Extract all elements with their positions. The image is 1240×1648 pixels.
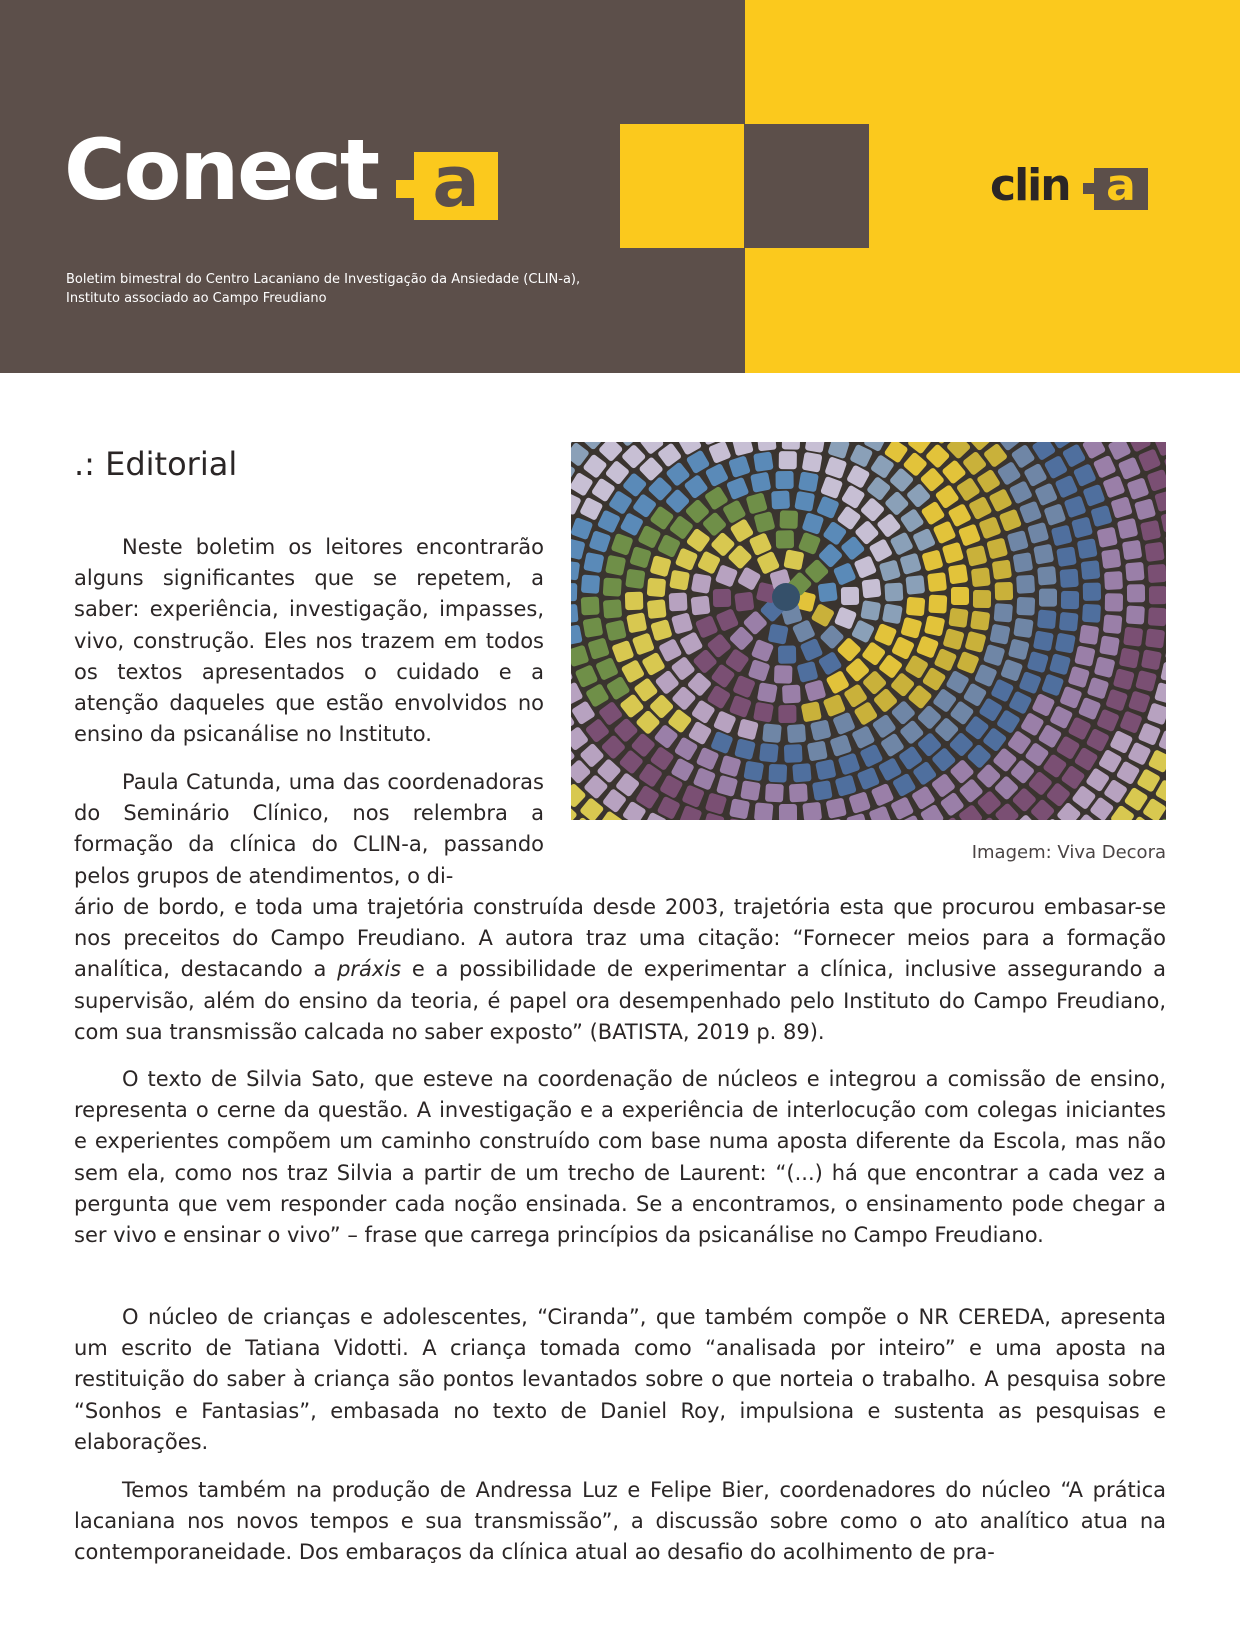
paragraph-5-text: Temos também na produção de Andressa Luz e Felipe Bier, coordenadores do núcleo “A prática lacaniana nos novos tempos e sua transmissão”, a discussão sobre como o ato analítico atua na contemporaneidade. Dos embaraços da clínica atual ao desafio do acolhimento de pra- — [74, 1478, 1166, 1565]
mosaic-tile — [1056, 546, 1077, 567]
mosaic-tile — [970, 610, 990, 630]
paragraph-2-text-a: Paula Catunda, uma das coordenadoras do Seminário Clínico, nos relembra a formação da clínica do CLIN-a, passando pelos grupos de atendimentos, o di- — [74, 770, 544, 888]
mosaic-tile — [753, 451, 773, 471]
mosaic-tile — [582, 617, 603, 638]
mosaic-tile — [669, 570, 690, 591]
mosaic-tile — [1117, 518, 1138, 539]
paragraph-2-start — [74, 767, 544, 892]
paragraph-2-part-b: ário de bordo, e toda uma trajetória construída desde 2003, trajetória esta que procurou embasar-se nos preceitos do Campo Freudiano. A autora traz uma citação: “Fornecer meios para a formação analítica, destacando a — [74, 895, 1166, 982]
mosaic-tile — [583, 552, 604, 573]
mosaic-tile — [1104, 571, 1123, 590]
mosaic-tile — [1037, 566, 1057, 586]
mosaic-tile — [815, 759, 836, 780]
mosaic-tile — [626, 612, 647, 633]
mosaic-tile — [860, 600, 881, 621]
mosaic-tile — [992, 560, 1012, 580]
mosaic-tile — [691, 573, 712, 594]
mosaic-tile — [882, 603, 903, 624]
mosaic-tile — [1097, 527, 1118, 548]
mosaic-tile — [971, 567, 991, 587]
mosaic-tile — [1083, 583, 1101, 601]
mosaic-spiral-image — [571, 442, 1166, 820]
mosaic-tile — [605, 555, 626, 576]
mosaic-tile — [1099, 635, 1120, 656]
mosaic-tile — [798, 471, 819, 492]
mosaic-tile — [743, 761, 764, 782]
mosaic-tile — [782, 685, 801, 704]
mosaic-tile — [783, 549, 804, 570]
mosaic-tile — [603, 599, 622, 618]
mosaic-tile — [792, 763, 811, 782]
mosaic-tile — [647, 578, 666, 597]
mosaic-tile — [768, 764, 787, 783]
mosaic-tile — [1013, 552, 1034, 573]
mosaic-tile — [1123, 627, 1143, 647]
mosaic-tile — [647, 599, 667, 619]
mosaic-tile — [802, 452, 823, 473]
mosaic-tile — [1105, 593, 1123, 611]
mosaic-tile — [774, 665, 793, 684]
mosaic-tile — [1147, 564, 1166, 583]
mosaic-tile — [1101, 549, 1121, 569]
paragraph-2-text-b — [74, 892, 1166, 1048]
mosaic-tile — [1059, 612, 1079, 632]
mosaic-tile — [1141, 649, 1162, 670]
mosaic-tile — [1145, 628, 1165, 648]
mosaic-tile — [734, 592, 754, 612]
mosaic-tile — [1074, 645, 1095, 666]
newsletter-logo-text: Conect — [64, 121, 379, 219]
mosaic-tile — [776, 530, 794, 548]
paragraph-1 — [74, 532, 544, 750]
mosaic-tile — [784, 744, 803, 763]
paragraph-3-text: O texto de Silvia Sato, que esteve na coordenação de núcleos e integrou a comissão de ensino, representa o cerne da questão. A investigação e a experiência de interlocução com colegas iniciantes e experientes compõem um caminho construído com base numa aposta diferente da Escola, mas não sem ela, como nos traz Silvia a partir de um trecho de Laurent: “(...) há que encontrar a cada vez a pergunta que vem responder cada noção ensinada. Se a encontramos, o ensinamento pode chegar a ser vivo e ensinar o vivo” – frase que carrega princípios da psicanálise no Campo Freudiano. — [74, 1067, 1166, 1248]
header-banner — [0, 0, 1240, 373]
mosaic-tile — [780, 510, 799, 529]
mosaic-tile — [1140, 520, 1161, 541]
brand-suffix-box — [1094, 160, 1148, 211]
mosaic-tile — [906, 597, 925, 616]
mosaic-tile — [924, 615, 945, 636]
mosaic-tile — [778, 645, 796, 663]
mosaic-tile — [1122, 540, 1142, 560]
mosaic-tile — [765, 783, 784, 802]
mosaic-tile — [713, 589, 731, 607]
paragraph-3 — [74, 1064, 1166, 1251]
mosaic-tile — [807, 741, 828, 762]
mosaic-tile — [841, 587, 859, 605]
mosaic-tile — [782, 442, 800, 450]
mosaic-tile — [802, 802, 822, 820]
mosaic-tile — [948, 564, 968, 584]
mosaic-tile — [826, 798, 847, 819]
mosaic-tile — [625, 592, 643, 610]
mosaic-tile — [1033, 630, 1054, 651]
paragraph-1-text: Neste boletim os leitores encontrarão alguns significantes que se repetem, a saber: experiência, investigação, impasses, vivo, construção. Eles nos trazem em todos os textos apresentados o cuidado e a atenção daqueles que estão envolvidos no ensino da psicanálise no Instituto. — [74, 535, 544, 747]
mosaic-tile — [625, 569, 645, 589]
mosaic-tile — [581, 575, 600, 594]
mosaic-tile — [669, 592, 688, 611]
mosaic-tile — [1060, 569, 1079, 588]
mosaic-tile — [729, 798, 750, 819]
section-title: .: Editorial — [74, 445, 238, 483]
mosaic-tile — [1016, 575, 1035, 594]
mosaic-tile — [995, 582, 1014, 601]
mosaic-tile — [762, 723, 782, 743]
mosaic-tile — [1103, 614, 1123, 634]
mosaic-tile — [1013, 618, 1033, 638]
mosaic-tile — [1037, 609, 1057, 629]
mosaic-tile — [771, 490, 790, 509]
paragraph-2-part-c: e a possibilidade de experimentar a clínica, inclusive assegurando a supervisão, além do ensino da teoria, é papel ora desempenhado pelo Instituto do Campo Freudiano, com sua transmissão calcada no saber exposto” (BATISTA, 2019 p. 89). — [74, 957, 1167, 1044]
mosaic-tile — [884, 583, 903, 602]
mosaic-tile — [862, 579, 882, 599]
newsletter-subtitle — [66, 270, 580, 308]
mosaic-tile — [989, 624, 1010, 645]
mosaic-tile — [1077, 538, 1098, 559]
brand-logo-dot — [1083, 183, 1094, 194]
mosaic-tile — [779, 804, 797, 820]
decorative-square-yellow — [620, 124, 744, 248]
mosaic-tile — [778, 705, 796, 723]
decorative-square-brown — [745, 124, 869, 248]
brand-suffix: a — [1106, 160, 1136, 211]
mosaic-tile — [812, 780, 833, 801]
mosaic-tile — [905, 575, 925, 595]
mosaic-tile — [818, 582, 838, 602]
mosaic-tile — [1119, 648, 1140, 669]
mosaic-tile — [740, 780, 761, 801]
subtitle-line-1: Boletim bimestral do Centro Lacaniano de Investigação da Ansiedade (CLIN-a), — [66, 272, 581, 287]
mosaic-tile — [605, 620, 626, 641]
paragraph-5 — [74, 1475, 1166, 1569]
mosaic-tile — [948, 608, 968, 628]
paragraph-2-end — [74, 892, 1166, 1048]
mosaic-tile — [973, 590, 991, 608]
mosaic-tile — [928, 595, 947, 614]
mosaic-tile — [779, 451, 797, 469]
mosaic-tile — [801, 701, 822, 722]
paragraph-4 — [74, 1302, 1166, 1458]
mosaic-tile — [759, 743, 779, 763]
mosaic-tile — [757, 682, 778, 703]
subtitle-line-2: Instituto associado ao Campo Freudiano — [66, 291, 327, 306]
mosaic-tile — [1149, 586, 1166, 604]
mosaic-tile — [1033, 544, 1054, 565]
mosaic-tile — [768, 624, 789, 645]
mosaic-tile — [787, 724, 806, 743]
mosaic-tile — [1055, 633, 1076, 654]
mosaic-tile — [1126, 605, 1145, 624]
mosaic-tile — [1039, 589, 1057, 607]
mosaic-tile — [691, 596, 711, 616]
mosaic-tile — [951, 587, 969, 605]
mosaic-tile — [1081, 560, 1101, 580]
mosaic-tile — [603, 578, 622, 597]
mosaic-tile — [776, 471, 794, 489]
mosaic-tile — [1082, 604, 1101, 623]
paragraph-4-text: O núcleo de crianças e adolescentes, “Ciranda”, que também compõe o NR CEREDA, apresenta um escrito de Tatiana Vidotti. A criança tomada como “analisada por inteiro” e uma aposta na restituição do saber à criança são pontos levantados sobre o que norteia o trabalho. A pesquisa sobre “Sonhos e Fantasias”, embasada no texto de Daniel Roy, impulsiona e sustenta as pesquisas e elaborações. — [74, 1305, 1166, 1454]
mosaic-tile — [1079, 625, 1099, 645]
mosaic-tile — [754, 802, 774, 820]
mosaic-tile — [1061, 591, 1079, 609]
mosaic-tile — [1148, 607, 1166, 626]
mosaic-tile — [927, 572, 947, 592]
paragraph-2-italic: práxis — [337, 957, 402, 982]
mosaic-tile — [1016, 597, 1035, 616]
mosaic-tile — [571, 583, 577, 601]
mosaic-tile — [581, 596, 600, 615]
mosaic-tile — [753, 702, 774, 723]
mosaic-tile — [789, 783, 808, 802]
mosaic-center — [772, 583, 800, 611]
image-caption: Imagem: Viva Decora — [971, 842, 1166, 863]
mosaic-tile — [994, 603, 1013, 622]
logo-suffix-box — [414, 141, 498, 223]
mosaic-tile — [1125, 562, 1144, 581]
mosaic-tile — [750, 472, 771, 493]
mosaic-tile — [1127, 584, 1145, 602]
logo-suffix: a — [432, 141, 480, 223]
mosaic-tile — [794, 491, 815, 512]
brand-logo-text: clin — [990, 160, 1070, 211]
logo-dot — [396, 180, 414, 198]
mosaic-tile — [1144, 542, 1164, 562]
